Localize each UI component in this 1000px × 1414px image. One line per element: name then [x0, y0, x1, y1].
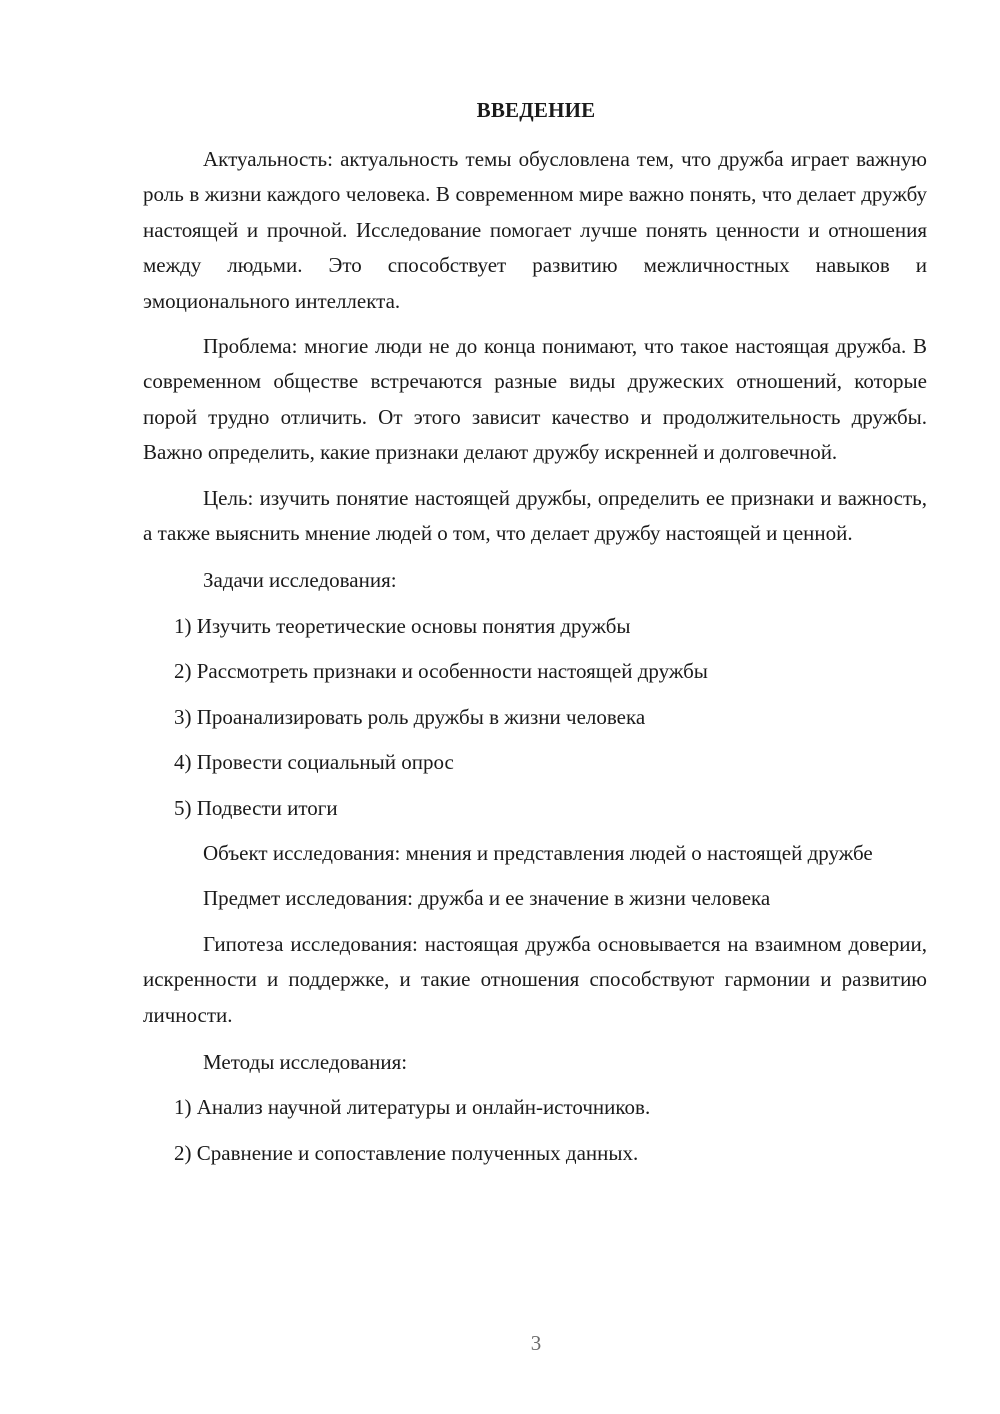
document-body: [143, 142, 927, 1171]
paragraph-subject: Предмет исследования: дружба и ее значение в жизни человека: [203, 886, 771, 911]
section-title: ВВЕДЕНИЕ: [476, 98, 596, 122]
methods-list: [143, 1090, 927, 1171]
tasks-list: [143, 609, 927, 826]
methods-heading: Методы исследования:: [203, 1049, 408, 1074]
list-item: 2) Рассмотреть признаки и особенности настоящей дружбы: [174, 659, 708, 684]
paragraph-hypothesis: Гипотеза исследования: настоящая дружба основывается на взаимном доверии, искренности и поддержке, и такие отношения способствуют гармонии и развитию личности.: [143, 931, 927, 1027]
list-item: 1) Анализ научной литературы и онлайн-источников.: [174, 1095, 651, 1120]
list-item: 2) Сравнение и сопоставление полученных данных.: [174, 1140, 639, 1165]
page-number: 3: [530, 1331, 542, 1355]
paragraph-goal: Цель: изучить понятие настоящей дружбы, определить ее признаки и важность, а также выяснить мнение людей о том, что делает дружбу настоящей и ценной.: [143, 485, 927, 546]
list-item: 1) Изучить теоретические основы понятия дружбы: [174, 613, 631, 638]
list-item: 3) Проанализировать роль дружбы в жизни человека: [174, 704, 646, 729]
list-item: 5) Подвести итоги: [174, 795, 338, 820]
paragraph-problem: Проблема: многие люди не до конца понимают, что такое настоящая дружба. В современном обществе встречаются разные виды дружеских отношений, которые порой трудно отличить. От этого зависит качество и продолжительность дружбы. Важно определить, какие признаки делают дружбу искренней и долговечной.: [143, 334, 927, 465]
tasks-heading: Задачи исследования:: [203, 568, 397, 593]
paragraph-relevance: Актуальность: актуальность темы обусловлена тем, что дружба играет важную роль в жизни каждого человека. В современном мире важно понять, что делает дружбу настоящей и прочной. Исследование помогает лучше понять ценности и отношения между людьми. Это способствует развитию межличностных навыков и эмоционального интеллекта.: [143, 147, 927, 313]
paragraph-object: Объект исследования: мнения и представления людей о настоящей дружбе: [203, 840, 873, 865]
list-item: 4) Провести социальный опрос: [174, 750, 454, 775]
